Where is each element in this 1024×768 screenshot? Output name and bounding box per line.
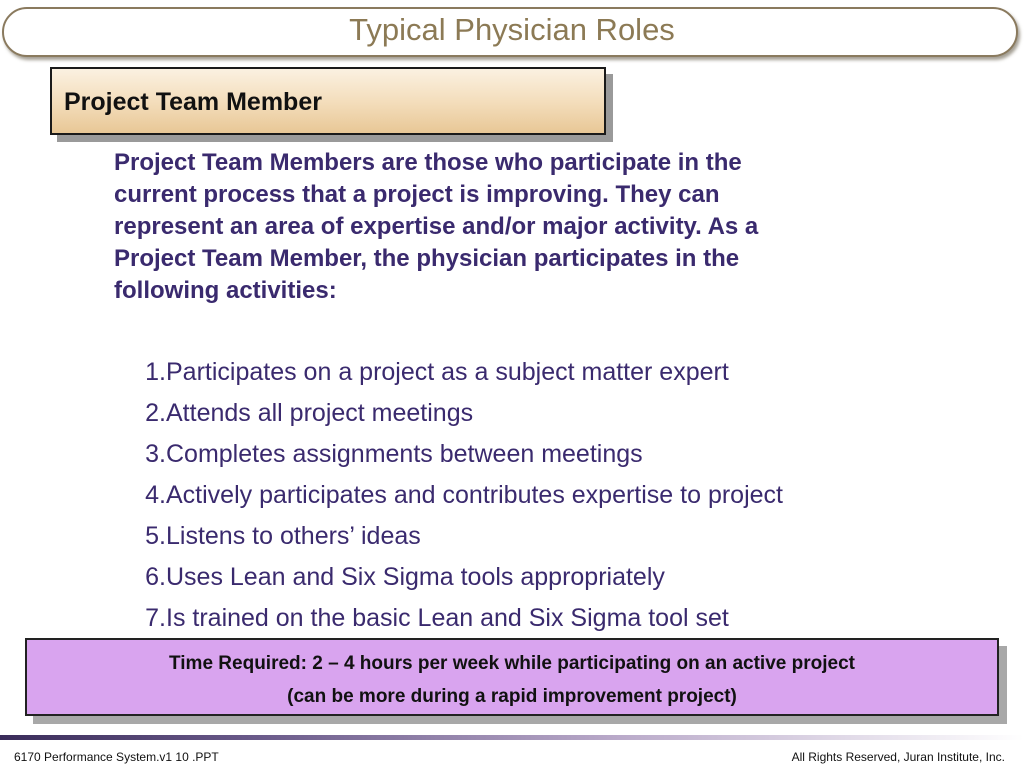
list-item-text: Is trained on the basic Lean and Six Sigma tool set — [166, 604, 729, 632]
list-item-number: 1. — [145, 358, 166, 386]
intro-line: current process that a project is improving. They can — [114, 181, 720, 208]
list-item-text: Completes assignments between meetings — [166, 440, 643, 468]
list-item-text: Participates on a project as a subject matter expert — [166, 358, 729, 386]
intro-line: Project Team Member, the physician participates in the — [114, 245, 740, 272]
list-item-number: 7. — [145, 604, 166, 632]
footer-divider — [0, 735, 1024, 740]
list-item-text: Actively participates and contributes expertise to project — [166, 481, 783, 509]
list-item-text: Listens to others’ ideas — [166, 522, 421, 550]
activity-list — [132, 352, 783, 639]
list-item-number: 4. — [145, 481, 166, 509]
list-item-text: Uses Lean and Six Sigma tools appropriately — [166, 563, 665, 591]
section-heading: Project Team Member — [64, 88, 322, 116]
list-item — [132, 557, 783, 598]
list-item — [132, 352, 783, 393]
section-heading-box — [50, 67, 606, 135]
list-item-text: Attends all project meetings — [166, 399, 474, 427]
list-item-number: 6. — [145, 563, 166, 591]
list-item-number: 2. — [145, 399, 166, 427]
intro-line: represent an area of expertise and/or major activity. As a — [114, 213, 759, 240]
time-required-note: (can be more during a rapid improvement project) — [287, 686, 737, 707]
footer-filename: 6170 Performance System.v1 10 .PPT — [14, 750, 219, 764]
list-item — [132, 516, 783, 557]
list-item-number: 5. — [145, 522, 166, 550]
slide-title: Typical Physician Roles — [349, 12, 675, 47]
list-item — [132, 598, 783, 639]
list-item — [132, 393, 783, 434]
footer-copyright: All Rights Reserved, Juran Institute, Inc. — [791, 750, 1005, 764]
time-required-line: Time Required: 2 – 4 hours per week while participating on an active project — [169, 653, 855, 674]
intro-line: following activities: — [114, 277, 337, 304]
list-item — [132, 434, 783, 475]
intro-paragraph — [114, 147, 904, 307]
time-required-box — [25, 638, 999, 716]
intro-line: Project Team Members are those who participate in the — [114, 149, 742, 176]
list-item — [132, 475, 783, 516]
list-item-number: 3. — [145, 440, 166, 468]
